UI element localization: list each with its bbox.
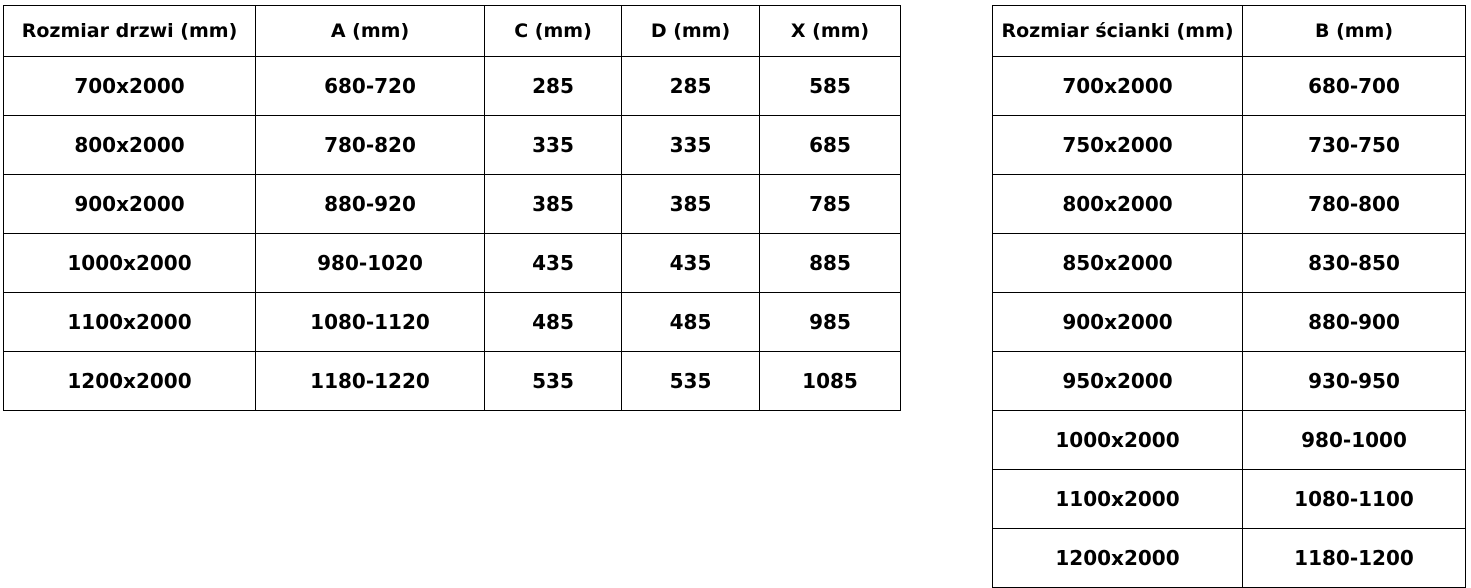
cell-b: 930-950 — [1243, 352, 1466, 411]
cell-d: 335 — [622, 116, 760, 175]
cell-x: 885 — [760, 234, 901, 293]
table-row — [4, 57, 901, 116]
cell-b: 780-800 — [1243, 175, 1466, 234]
column-header-wall-size: Rozmiar ścianki (mm) — [993, 6, 1243, 57]
cell-x: 685 — [760, 116, 901, 175]
cell-a: 980-1020 — [256, 234, 485, 293]
cell-x: 585 — [760, 57, 901, 116]
table-header-row — [993, 6, 1466, 57]
cell-door-size: 700x2000 — [4, 57, 256, 116]
table-row — [993, 234, 1466, 293]
table-row — [993, 529, 1466, 588]
cell-d: 385 — [622, 175, 760, 234]
table-row — [4, 293, 901, 352]
cell-b: 830-850 — [1243, 234, 1466, 293]
cell-d: 435 — [622, 234, 760, 293]
cell-wall-size: 800x2000 — [993, 175, 1243, 234]
cell-c: 435 — [485, 234, 622, 293]
cell-b: 980-1000 — [1243, 411, 1466, 470]
cell-wall-size: 900x2000 — [993, 293, 1243, 352]
cell-b: 730-750 — [1243, 116, 1466, 175]
table-row — [993, 411, 1466, 470]
cell-c: 385 — [485, 175, 622, 234]
cell-a: 880-920 — [256, 175, 485, 234]
cell-c: 285 — [485, 57, 622, 116]
cell-d: 285 — [622, 57, 760, 116]
cell-wall-size: 850x2000 — [993, 234, 1243, 293]
column-header-a: A (mm) — [256, 6, 485, 57]
column-header-d: D (mm) — [622, 6, 760, 57]
cell-a: 680-720 — [256, 57, 485, 116]
cell-door-size: 900x2000 — [4, 175, 256, 234]
cell-wall-size: 750x2000 — [993, 116, 1243, 175]
cell-door-size: 1000x2000 — [4, 234, 256, 293]
cell-a: 1080-1120 — [256, 293, 485, 352]
cell-c: 535 — [485, 352, 622, 411]
cell-c: 485 — [485, 293, 622, 352]
cell-wall-size: 1000x2000 — [993, 411, 1243, 470]
table-row — [4, 116, 901, 175]
table-row — [4, 175, 901, 234]
cell-door-size: 800x2000 — [4, 116, 256, 175]
cell-wall-size: 1200x2000 — [993, 529, 1243, 588]
cell-door-size: 1100x2000 — [4, 293, 256, 352]
table-row — [993, 352, 1466, 411]
cell-door-size: 1200x2000 — [4, 352, 256, 411]
cell-d: 485 — [622, 293, 760, 352]
cell-a: 1180-1220 — [256, 352, 485, 411]
cell-b: 880-900 — [1243, 293, 1466, 352]
cell-a: 780-820 — [256, 116, 485, 175]
cell-b: 1080-1100 — [1243, 470, 1466, 529]
column-header-b: B (mm) — [1243, 6, 1466, 57]
table-row — [993, 116, 1466, 175]
column-header-door-size: Rozmiar drzwi (mm) — [4, 6, 256, 57]
cell-b: 680-700 — [1243, 57, 1466, 116]
cell-wall-size: 700x2000 — [993, 57, 1243, 116]
table-row — [993, 293, 1466, 352]
cell-x: 1085 — [760, 352, 901, 411]
column-header-c: C (mm) — [485, 6, 622, 57]
cell-b: 1180-1200 — [1243, 529, 1466, 588]
door-dimensions-table — [3, 5, 901, 411]
table-row — [4, 234, 901, 293]
cell-x: 985 — [760, 293, 901, 352]
cell-c: 335 — [485, 116, 622, 175]
wall-dimensions-table — [992, 5, 1466, 588]
column-header-x: X (mm) — [760, 6, 901, 57]
table-row — [993, 57, 1466, 116]
table-row — [4, 352, 901, 411]
cell-wall-size: 950x2000 — [993, 352, 1243, 411]
cell-d: 535 — [622, 352, 760, 411]
table-row — [993, 175, 1466, 234]
table-row — [993, 470, 1466, 529]
table-header-row — [4, 6, 901, 57]
cell-wall-size: 1100x2000 — [993, 470, 1243, 529]
cell-x: 785 — [760, 175, 901, 234]
